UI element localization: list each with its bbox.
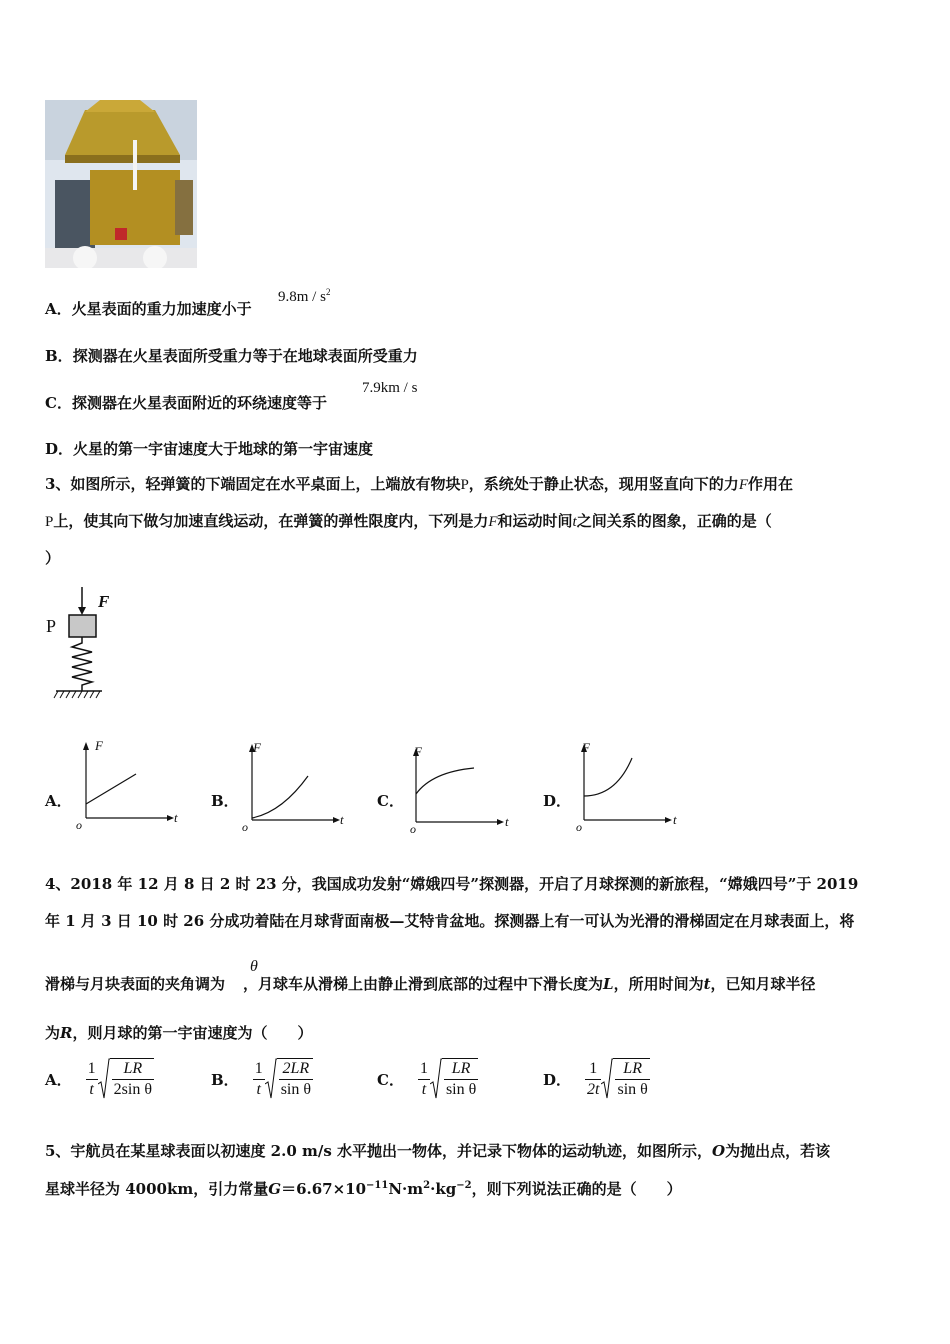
- q3-symbol-p: P: [460, 477, 469, 493]
- radicand-num: LR: [112, 1059, 154, 1080]
- q5-symbol-g: G: [268, 1180, 282, 1198]
- fraction-num: 1: [253, 1059, 265, 1080]
- option-c-text: 探测器在火星表面附近的环绕速度等于: [71, 394, 327, 412]
- fraction-den: 2t: [587, 1080, 600, 1098]
- radical-icon: [265, 1058, 277, 1100]
- fraction-num: 1: [585, 1059, 601, 1080]
- sqrt: [601, 1058, 649, 1100]
- q5-exponent: 2: [423, 1180, 431, 1191]
- q3-symbol-p: P: [45, 514, 54, 530]
- q4-text: 为: [45, 1024, 61, 1042]
- q5-exponent: −11: [366, 1180, 389, 1191]
- graph-a-label: A．: [45, 792, 72, 810]
- option-c-formula: 7.9km / s: [362, 380, 418, 396]
- q4-option-a: [45, 1058, 154, 1100]
- radicand-num: 2LR: [279, 1059, 313, 1080]
- q5-text: 星球半径为 4000km，引力常量: [45, 1180, 269, 1198]
- q4-option-label: B．: [211, 1070, 239, 1089]
- q3-text: 上，使其向下做匀加速直线运动，在弹簧的弹性限度内，下列是力: [53, 512, 489, 530]
- q3-text: 3、如图所示，轻弹簧的下端固定在水平桌面上，上端放有物块: [45, 475, 461, 493]
- sqrt: [430, 1058, 478, 1100]
- fraction-num: 1: [86, 1059, 98, 1080]
- q4-symbol-t: t: [703, 975, 711, 993]
- graph-c-x-label: t: [505, 814, 509, 829]
- q4-option-label: D．: [543, 1070, 572, 1089]
- option-c-label: C．: [45, 394, 72, 412]
- radicand: [613, 1058, 649, 1100]
- q5-text: ＝6.67×10: [281, 1180, 367, 1198]
- q4-text: ，则月球的第一宇宙速度为（ ）: [72, 1024, 313, 1042]
- option-b-label: B．: [45, 347, 73, 365]
- q4-option-d: [543, 1058, 650, 1100]
- q4-theta: θ: [250, 958, 258, 975]
- q3-text: 之间关系的图象，正确的是（: [576, 512, 772, 530]
- radical-icon: [430, 1058, 442, 1100]
- radicand: [110, 1058, 154, 1100]
- q4-line4: [45, 1022, 313, 1043]
- q4-symbol-l: L: [603, 975, 614, 993]
- probe-photo: [45, 100, 197, 268]
- q3-symbol-t: t: [572, 514, 577, 530]
- q3-text: 作用在: [747, 475, 793, 493]
- radicand-den: 2sin θ: [113, 1081, 152, 1098]
- option-d-text: 火星的第一宇宙速度大于地球的第一宇宙速度: [73, 440, 374, 458]
- option-a-label: A．: [45, 300, 72, 318]
- graph-b-origin: o: [242, 820, 248, 834]
- q4-symbol-r: R: [60, 1024, 73, 1042]
- option-b-text: 探测器在火星表面所受重力等于在地球表面所受重力: [72, 347, 418, 365]
- option-a: [45, 298, 252, 319]
- q3-symbol-f: F: [488, 514, 498, 530]
- radicand-den: sin θ: [617, 1081, 648, 1098]
- q5-symbol-o: O: [712, 1142, 726, 1160]
- fraction: [86, 1059, 98, 1100]
- q3-line1: [45, 473, 793, 494]
- q5-text: 5、宇航员在某星球表面以初速度 2.0 m/s 水平抛出一物体，并记录下物体的运动轨迹，如图所示，: [45, 1142, 712, 1160]
- formula-sup: 2: [325, 287, 331, 297]
- q4-line3: [45, 973, 816, 994]
- q4-option-c: [377, 1058, 478, 1100]
- q4-option-label: C．: [377, 1070, 404, 1089]
- q4-text: ，所用时间为: [613, 975, 704, 993]
- radical-icon: [98, 1058, 110, 1100]
- graph-b-x-label: t: [340, 812, 344, 827]
- sqrt: [265, 1058, 313, 1100]
- q4-text: ，已知月球半径: [710, 975, 816, 993]
- fraction-den: t: [89, 1080, 94, 1098]
- fraction-den: t: [421, 1080, 427, 1098]
- q3-text: 和运动时间: [497, 512, 573, 530]
- q3-text: ，系统处于静止状态，现用竖直向下的力: [468, 475, 739, 493]
- option-d: [45, 438, 373, 459]
- q5-line2: [45, 1178, 682, 1199]
- graph-a-x-label: t: [174, 810, 178, 825]
- graph-b-y-label: F: [253, 740, 261, 755]
- graph-a-y-label: F: [95, 738, 103, 753]
- graph-d-y-label: F: [582, 740, 590, 755]
- q5-line1: [45, 1140, 830, 1161]
- graph-a: [70, 738, 190, 833]
- graph-c-origin: o: [410, 822, 416, 836]
- q5-text: 为抛出点，若该: [725, 1142, 831, 1160]
- fraction: [418, 1059, 430, 1100]
- q5-text: N·m: [388, 1180, 424, 1198]
- fraction-den: t: [256, 1080, 261, 1098]
- q3-line3: ）: [45, 549, 61, 567]
- radical-icon: [601, 1058, 613, 1100]
- graph-b-label: B．: [211, 792, 239, 810]
- formula-text: 9.8m / s: [278, 289, 326, 305]
- q5-text: ·kg: [430, 1180, 457, 1198]
- q4-option-label: A．: [45, 1070, 72, 1089]
- radicand: [442, 1058, 478, 1100]
- q5-exponent: −2: [456, 1180, 472, 1191]
- radicand-den: sin θ: [445, 1081, 477, 1098]
- spring-figure: [42, 585, 122, 705]
- graph-a-origin: o: [76, 818, 82, 832]
- graph-d-label: D．: [543, 792, 572, 810]
- fraction: [585, 1059, 601, 1100]
- q3-symbol-f: F: [738, 477, 748, 493]
- option-d-label: D．: [45, 440, 74, 458]
- q4-line2: 年 1 月 3 日 10 时 26 分成功着陆在月球背面南极—艾特肯盆地。探测器上有一可认为光滑的滑梯固定在月球表面上，将: [45, 912, 855, 930]
- option-c: [45, 392, 327, 413]
- option-a-formula: [278, 287, 330, 306]
- figure-label-p: P: [46, 616, 57, 636]
- graph-d-origin: o: [576, 820, 582, 834]
- option-a-text: 火星表面的重力加速度小于: [71, 300, 252, 318]
- radicand-den: sin θ: [280, 1081, 312, 1098]
- radicand-num: LR: [615, 1059, 649, 1080]
- q5-text: ，则下列说法正确的是（ ）: [471, 1180, 682, 1198]
- q4-line1: 4、2018 年 12 月 8 日 2 时 23 分，我国成功发射“嫦娥四号”探测器，开启了月球探测的新旅程，“嫦娥四号”于 2019: [45, 875, 859, 893]
- graph-c-label: C．: [377, 792, 404, 810]
- q4-option-b: [211, 1058, 313, 1100]
- q4-text: ，月球车从滑梯上由静止滑到底部的过程中下滑长度为: [243, 975, 604, 993]
- q3-line2: [45, 510, 772, 531]
- graph-c-y-label: F: [414, 744, 422, 759]
- figure-label-f: F: [98, 592, 110, 611]
- radicand: [277, 1058, 313, 1100]
- fraction: [253, 1059, 265, 1100]
- radicand-num: LR: [444, 1059, 478, 1080]
- graph-d-x-label: t: [673, 812, 677, 827]
- fraction-num: 1: [418, 1059, 430, 1080]
- option-b: [45, 345, 418, 366]
- q4-text: 滑梯与月块表面的夹角调为: [45, 975, 226, 993]
- sqrt: [98, 1058, 154, 1100]
